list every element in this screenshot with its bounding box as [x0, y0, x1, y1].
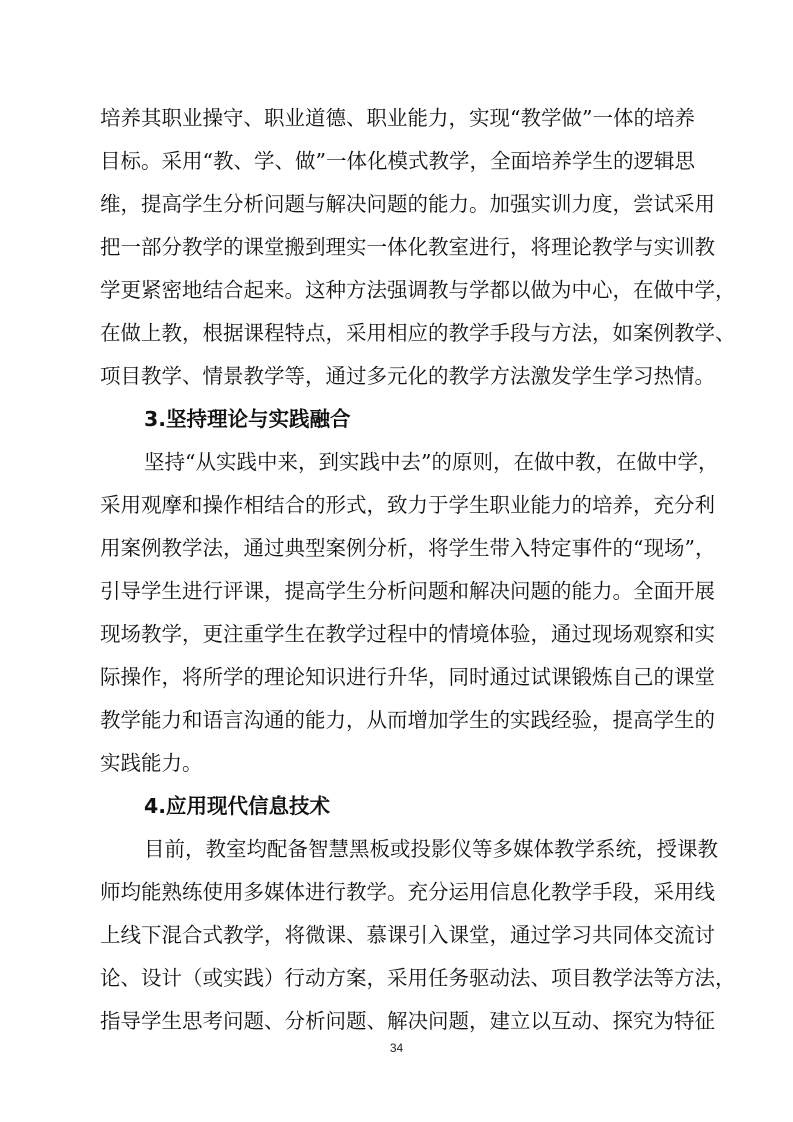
paragraph-line: 现场教学，更注重学生在教学过程中的情境体验，通过现场观察和实 — [100, 622, 715, 646]
section-heading: 3.坚持理论与实践融合 — [144, 407, 351, 431]
paragraph-line: 目标。采用“教、学、做”一体化模式教学，全面培养学生的逻辑思 — [100, 149, 695, 173]
paragraph-line: 际操作，将所学的理论知识进行升华，同时通过试课锻炼自己的课堂 — [100, 665, 715, 689]
paragraph-line: 学更紧密地结合起来。这种方法强调教与学都以做为中心，在做中学， — [100, 278, 736, 302]
paragraph-line: 在做上教，根据课程特点，采用相应的教学手段与方法，如案例教学、 — [100, 321, 736, 345]
paragraph-line: 上线下混合式教学，将微课、慕课引入课堂，通过学习共同体交流讨 — [100, 923, 715, 947]
paragraph-line: 教学能力和语言沟通的能力，从而增加学生的实践经验，提高学生的 — [100, 708, 715, 732]
paragraph-line: 项目教学、情景教学等，通过多元化的教学方法激发学生学习热情。 — [100, 364, 715, 388]
paragraph-line: 采用观摩和操作相结合的形式，致力于学生职业能力的培养，充分利 — [100, 493, 715, 517]
paragraph-line: 维，提高学生分析问题与解决问题的能力。加强实训力度，尝试采用 — [100, 192, 715, 216]
paragraph-line: 培养其职业操守、职业道德、职业能力，实现“教学做”一体的培养 — [100, 106, 695, 130]
paragraph-line: 实践能力。 — [100, 751, 203, 775]
page-number: 34 — [389, 1041, 404, 1055]
paragraph-line: 论、设计（或实践）行动方案，采用任务驱动法、项目教学法等方法， — [100, 966, 736, 990]
paragraph-line: 把一部分教学的课堂搬到理实一体化教室进行，将理论教学与实训教 — [100, 235, 715, 259]
paragraph-line: 师均能熟练使用多媒体进行教学。充分运用信息化教学手段，采用线 — [100, 880, 715, 904]
paragraph-line: 用案例教学法，通过典型案例分析，将学生带入特定事件的“现场”， — [100, 536, 716, 560]
paragraph-line: 坚持“从实践中来，到实践中去”的原则，在做中教，在做中学， — [144, 450, 719, 474]
paragraph-line: 目前，教室均配备智慧黑板或投影仪等多媒体教学系统，授课教 — [144, 837, 718, 861]
paragraph-line: 指导学生思考问题、分析问题、解决问题，建立以互动、探究为特征 — [100, 1009, 715, 1033]
section-heading: 4.应用现代信息技术 — [144, 794, 331, 818]
paragraph-line: 引导学生进行评课，提高学生分析问题和解决问题的能力。全面开展 — [100, 579, 715, 603]
